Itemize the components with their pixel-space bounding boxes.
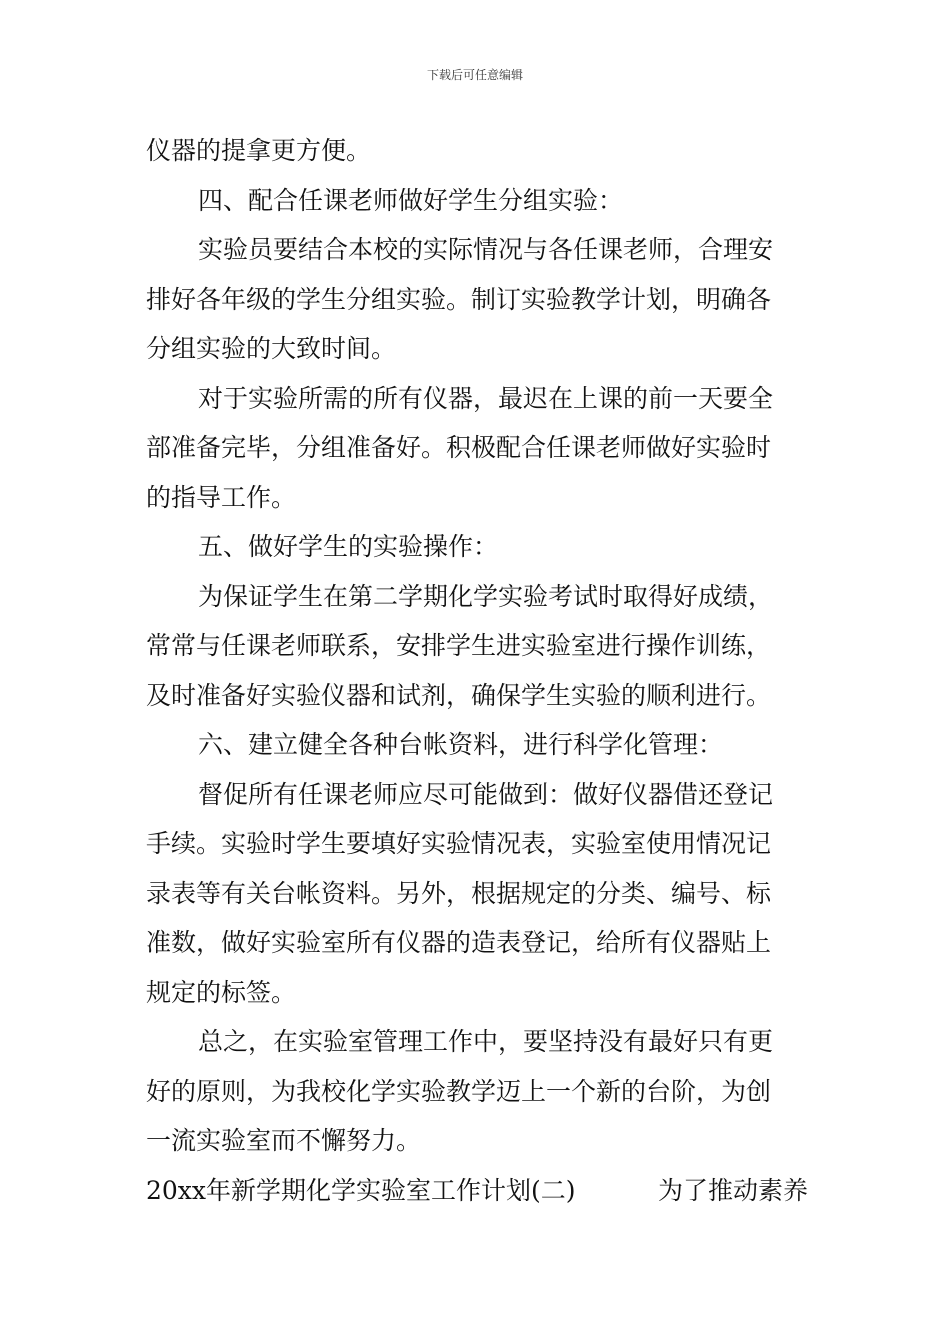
text-line: 好的原则，为我校化学实验教学迈上一个新的台阶，为创 (146, 1076, 772, 1106)
text-line: 对于实验所需的所有仪器，最迟在上课的前一天要全 (198, 383, 774, 413)
closing-line (146, 1166, 808, 1216)
text-line: 部准备完毕，分组准备好。积极配合任课老师做好实验时 (146, 433, 772, 462)
text-line: 一流实验室而不懈努力。 (146, 1126, 422, 1155)
text-line: 手续。实验时学生要填好实验情况表，实验室使用情况记 (146, 829, 772, 858)
text-line: 为保证学生在第二学期化学实验考试时取得好成绩， (198, 581, 774, 611)
text-line: 分组实验的大致时间。 (146, 334, 397, 363)
document-body (146, 126, 808, 1215)
text-line: 录表等有关台帐资料。另外，根据规定的分类、编号、标 (146, 878, 772, 908)
next-plan-title: 20xx年新学期化学实验室工作计划(二) (146, 1175, 576, 1205)
text-line: 督促所有任课老师应尽可能做到：做好仪器借还登记 (198, 779, 774, 809)
text-line: 的指导工作。 (146, 482, 297, 512)
text-line: 及时准备好实验仪器和试剂，确保学生实验的顺利进行。 (146, 680, 772, 710)
page-header-note: 下载后可任意编辑 (426, 68, 523, 82)
section-heading: 五、做好学生的实验操作： (198, 532, 499, 561)
text-line: 总之，在实验室管理工作中，要坚持没有最好只有更 (198, 1027, 774, 1056)
section-heading: 六、建立健全各种台帐资料，进行科学化管理： (198, 730, 724, 759)
text-line: 常常与任课老师联系，安排学生进实验室进行操作训练， (146, 631, 772, 660)
text-line: 实验员要结合本校的实际情况与各任课老师，合理安 (198, 235, 774, 264)
next-plan-continuation: 为了推动素养 (657, 1175, 808, 1205)
text-line: 仪器的提拿更方便。 (146, 136, 372, 165)
text-line: 准数，做好实验室所有仪器的造表登记，给所有仪器贴上 (146, 928, 772, 957)
text-line: 规定的标签。 (146, 977, 297, 1007)
text-line: 排好各年级的学生分组实验。制订实验教学计划，明确各 (146, 284, 772, 314)
section-heading: 四、配合任课老师做好学生分组实验： (198, 185, 624, 215)
